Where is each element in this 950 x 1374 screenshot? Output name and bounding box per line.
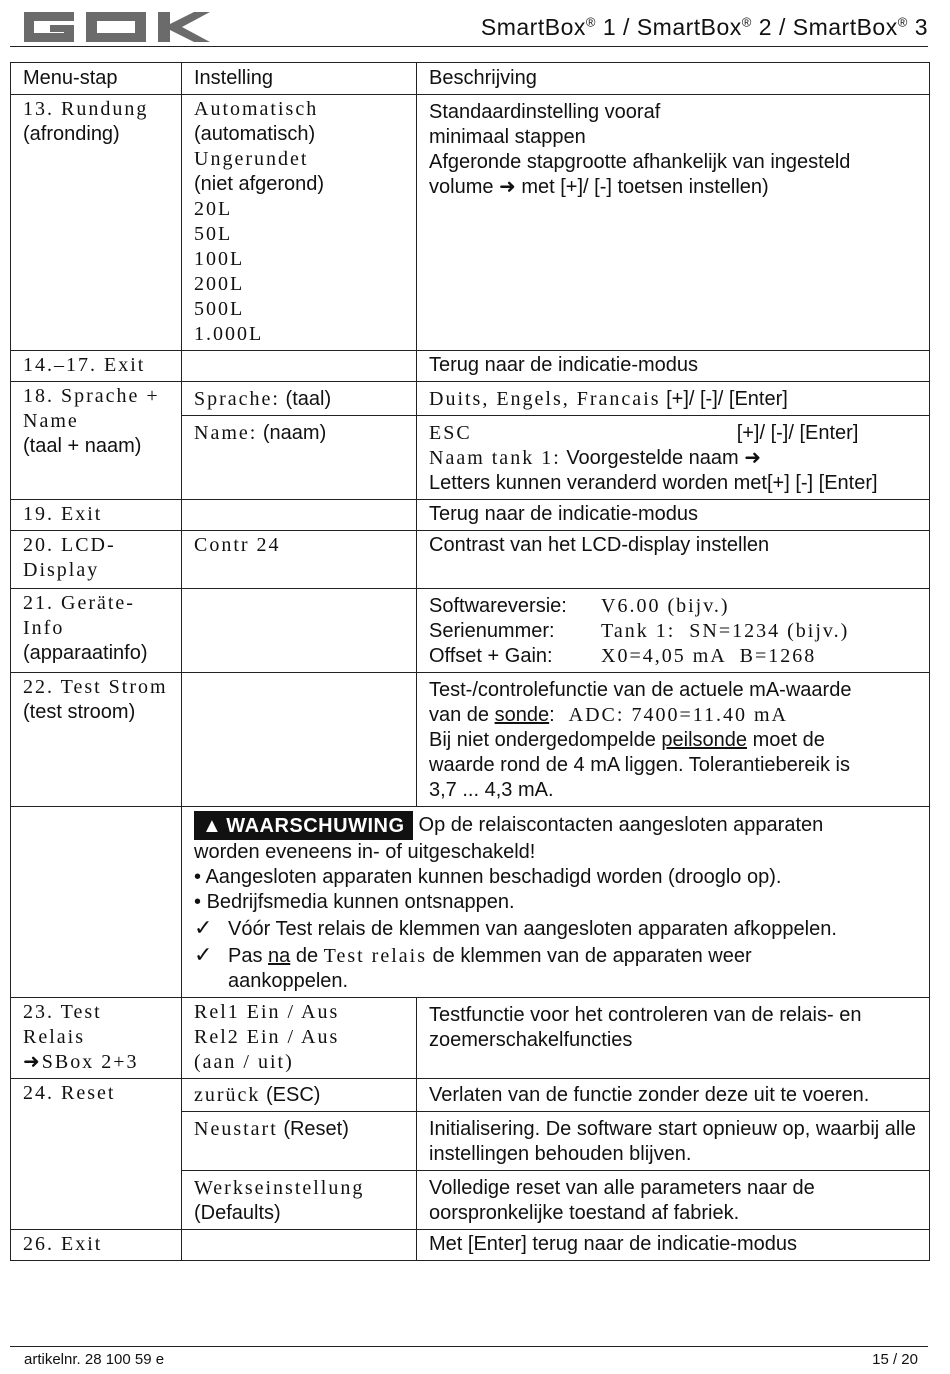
- description-text: moet de: [747, 729, 825, 751]
- setting-cell: [182, 998, 417, 1079]
- description-line: Test-/controlefunctie van de actuele mA-waarde: [429, 679, 852, 701]
- setting-cell: [182, 531, 417, 589]
- info-value: V6.00 (bijv.): [601, 595, 730, 617]
- description-lcd: Duits, Engels, Francais: [429, 388, 661, 410]
- step-lcd: 18. Sprache + Name: [23, 385, 160, 432]
- column-header: Instelling: [182, 63, 417, 95]
- key-hint: [+]/ [-]/ [Enter]: [666, 388, 788, 410]
- info-label: Offset + Gain:: [429, 645, 553, 667]
- table-row: [11, 1230, 930, 1261]
- step-lcd: 14.–17. Exit: [23, 354, 146, 376]
- check-text: aankoppelen.: [228, 970, 349, 992]
- description-cell: [417, 416, 930, 500]
- step-lcd: 19. Exit: [23, 503, 103, 525]
- menu-step: [11, 998, 182, 1079]
- column-header: Menu-stap: [11, 63, 182, 95]
- step-label: (test stroom): [23, 701, 136, 723]
- step-lcd: 26. Exit: [23, 1233, 103, 1255]
- key-hint: [+]/ [-]/ [Enter]: [736, 422, 859, 444]
- setting-cell: [182, 1171, 417, 1230]
- warning-cell: [182, 807, 930, 998]
- setting-lcd: Sprache:: [194, 388, 280, 410]
- description-text: van de: [429, 704, 495, 726]
- description-cell: [417, 95, 930, 351]
- setting-label: (ESC): [265, 1084, 321, 1106]
- setting-lcd: Werkseinstellung: [194, 1177, 365, 1199]
- step-label: (afronding): [23, 123, 120, 145]
- column-header: Beschrijving: [417, 63, 930, 95]
- description-line: minimaal stappen: [429, 126, 586, 148]
- description-line: waarde rond de 4 mA liggen. Tolerantiebereik is: [429, 754, 850, 776]
- setting-lcd: 500L: [194, 298, 245, 320]
- checkmark-icon: ✓: [194, 915, 213, 940]
- info-label: Serienummer:: [429, 620, 555, 642]
- menu-step: [11, 589, 182, 673]
- table-row: [11, 673, 930, 807]
- setting-lcd: Automatisch: [194, 98, 319, 120]
- setting-lcd: Rel1 Ein / Aus: [194, 1001, 340, 1023]
- description-cell: [417, 589, 930, 673]
- underlined-term: na: [268, 945, 291, 967]
- bullet-icon: •: [194, 891, 207, 913]
- step-label: (apparaatinfo): [23, 642, 148, 664]
- underlined-term: peilsonde: [661, 729, 748, 751]
- check-text: Pas: [228, 945, 269, 967]
- setting-lcd: (aan / uit): [194, 1051, 294, 1073]
- page-number: 15 / 20: [872, 1351, 918, 1368]
- description-line: 3,7 ... 4,3 mA.: [429, 779, 554, 801]
- setting-label: (naam): [262, 422, 327, 444]
- header-title: SmartBox® 1 / SmartBox® 2 / SmartBox® 3: [480, 14, 928, 40]
- bullet-text: Bedrijfsmedia kunnen ontsnappen.: [206, 891, 515, 913]
- description-lcd: ADC: 7400=11.40 mA: [568, 704, 788, 726]
- bullet-item: [194, 890, 917, 915]
- warning-badge-label: WAARSCHUWING: [226, 815, 405, 837]
- step-lcd: 20. LCD-Display: [23, 534, 116, 581]
- table-row: [11, 500, 930, 531]
- setting-lcd: Ungerundet: [194, 148, 309, 170]
- table-row: [11, 998, 930, 1079]
- bullet-item: [194, 865, 917, 890]
- description-cell: Met [Enter] terug naar de indicatie-modus: [417, 1230, 930, 1261]
- menu-step: [11, 531, 182, 589]
- description-cell: [417, 382, 930, 416]
- description-text: Bij niet ondergedompelde: [429, 729, 662, 751]
- description-cell: Contrast van het LCD-display instellen: [417, 531, 930, 589]
- description-cell: [417, 673, 930, 807]
- warning-badge: [194, 811, 413, 840]
- menu-step: [11, 500, 182, 531]
- description-lcd: ESC: [429, 422, 472, 444]
- setting-cell: [182, 1230, 417, 1261]
- setting-label: (taal): [285, 388, 332, 410]
- description-cell: Terug naar de indicatie-modus: [417, 500, 930, 531]
- setting-cell: [182, 673, 417, 807]
- setting-lcd: Neustart: [194, 1118, 278, 1140]
- setting-label: (niet afgerond): [194, 173, 325, 195]
- check-text: de klemmen van de apparaten weer: [427, 945, 752, 967]
- check-text: Vóór Test relais de klemmen van aangesloten apparaten afkoppelen.: [228, 918, 837, 940]
- step-lcd: 23. Test Relais: [23, 1001, 102, 1048]
- setting-cell: [182, 500, 417, 531]
- table-row: [11, 531, 930, 589]
- setting-label: (automatisch): [194, 123, 316, 145]
- setting-cell: [182, 1112, 417, 1171]
- page-footer: [10, 1346, 928, 1373]
- check-item: [194, 915, 917, 942]
- step-label: (taal + naam): [23, 435, 142, 457]
- setting-lcd: Name:: [194, 422, 258, 444]
- warning-text: Op de relaiscontacten aangesloten apparaten: [418, 813, 824, 836]
- description-line: Afgeronde stapgrootte afhankelijk van ingesteld: [429, 151, 851, 173]
- description-cell: Initialisering. De software start opnieuw op, waarbij alle instellingen behouden blijven.: [417, 1112, 930, 1171]
- page-header: [10, 6, 928, 47]
- setting-lcd: 200L: [194, 273, 245, 295]
- description-cell: Terug naar de indicatie-modus: [417, 351, 930, 382]
- info-value: Tank 1: SN=1234 (bijv.): [601, 620, 850, 642]
- setting-cell: [182, 351, 417, 382]
- info-row: [429, 594, 917, 619]
- step-lcd: 24. Reset: [23, 1082, 116, 1104]
- info-label: Softwareversie:: [429, 595, 567, 617]
- warning-row: [11, 807, 930, 998]
- setting-lcd: 20L: [194, 198, 233, 220]
- table-row: [11, 589, 930, 673]
- table-header-row: [11, 63, 930, 95]
- bullet-text: Aangesloten apparaten kunnen beschadigd worden (drooglo op).: [205, 866, 782, 888]
- description-line: Standaardinstelling vooraf: [429, 101, 661, 123]
- checkmark-icon: ✓: [194, 942, 213, 967]
- setting-lcd: 1.000L: [194, 323, 264, 345]
- info-row: [429, 619, 917, 644]
- setting-lcd: 100L: [194, 248, 245, 270]
- description-lcd: Naam tank 1:: [429, 447, 561, 469]
- setting-cell: [182, 382, 417, 416]
- check-lcd: Test relais: [323, 945, 427, 967]
- bullet-icon: •: [194, 866, 206, 888]
- article-number: artikelnr. 28 100 59 e: [24, 1351, 165, 1368]
- description-line: volume ➜ met [+]/ [-] toetsen instellen): [429, 176, 769, 198]
- warning-triangle-icon: ▲: [202, 815, 223, 837]
- check-item: [194, 942, 917, 969]
- table-row: [11, 95, 930, 351]
- setting-lcd: 50L: [194, 223, 233, 245]
- description-cell: Volledige reset van alle parameters naar de oorspronkelijke toestand af fabriek.: [417, 1171, 930, 1230]
- setting-lcd: Rel2 Ein / Aus: [194, 1026, 340, 1048]
- menu-step: [11, 351, 182, 382]
- table-row: [11, 351, 930, 382]
- table-row: [11, 382, 930, 416]
- gok-logo: [24, 10, 210, 44]
- step-lcd: 22. Test Strom: [23, 676, 168, 698]
- setting-cell: [182, 416, 417, 500]
- menu-step: [11, 1230, 182, 1261]
- setting-lcd: zurück: [194, 1084, 261, 1106]
- menu-table: [10, 62, 930, 1261]
- setting-cell: [182, 589, 417, 673]
- underlined-term: sonde: [494, 704, 550, 726]
- setting-cell: [182, 95, 417, 351]
- description-line: Voorgestelde naam ➜: [566, 447, 761, 469]
- info-row: [429, 644, 917, 669]
- step-lcd: 13. Rundung: [23, 98, 149, 120]
- description-cell: Verlaten van de functie zonder deze uit te voeren.: [417, 1079, 930, 1112]
- menu-step: [11, 95, 182, 351]
- description-cell: Testfunctie voor het controleren van de relais- en zoemerschakelfuncties: [417, 998, 930, 1079]
- warning-text: worden eveneens in- of uitgeschakeld!: [194, 841, 536, 863]
- menu-step: [11, 673, 182, 807]
- setting-label: (Defaults): [194, 1202, 281, 1224]
- description-text: :: [549, 704, 555, 726]
- table-row: [11, 1079, 930, 1112]
- description-line: Letters kunnen veranderd worden met[+] [-] [Enter]: [429, 472, 878, 494]
- setting-lcd: Contr 24: [194, 534, 281, 556]
- info-value: X0=4,05 mA B=1268: [601, 645, 817, 667]
- setting-label: (Reset): [283, 1118, 349, 1140]
- menu-step: [11, 1079, 182, 1230]
- menu-step: [11, 807, 182, 998]
- step-lcd: 21. Geräte-Info: [23, 592, 135, 639]
- setting-cell: [182, 1079, 417, 1112]
- step-lcd: ➜SBox 2+3: [23, 1051, 139, 1073]
- menu-step: [11, 382, 182, 500]
- check-text: de: [290, 945, 324, 967]
